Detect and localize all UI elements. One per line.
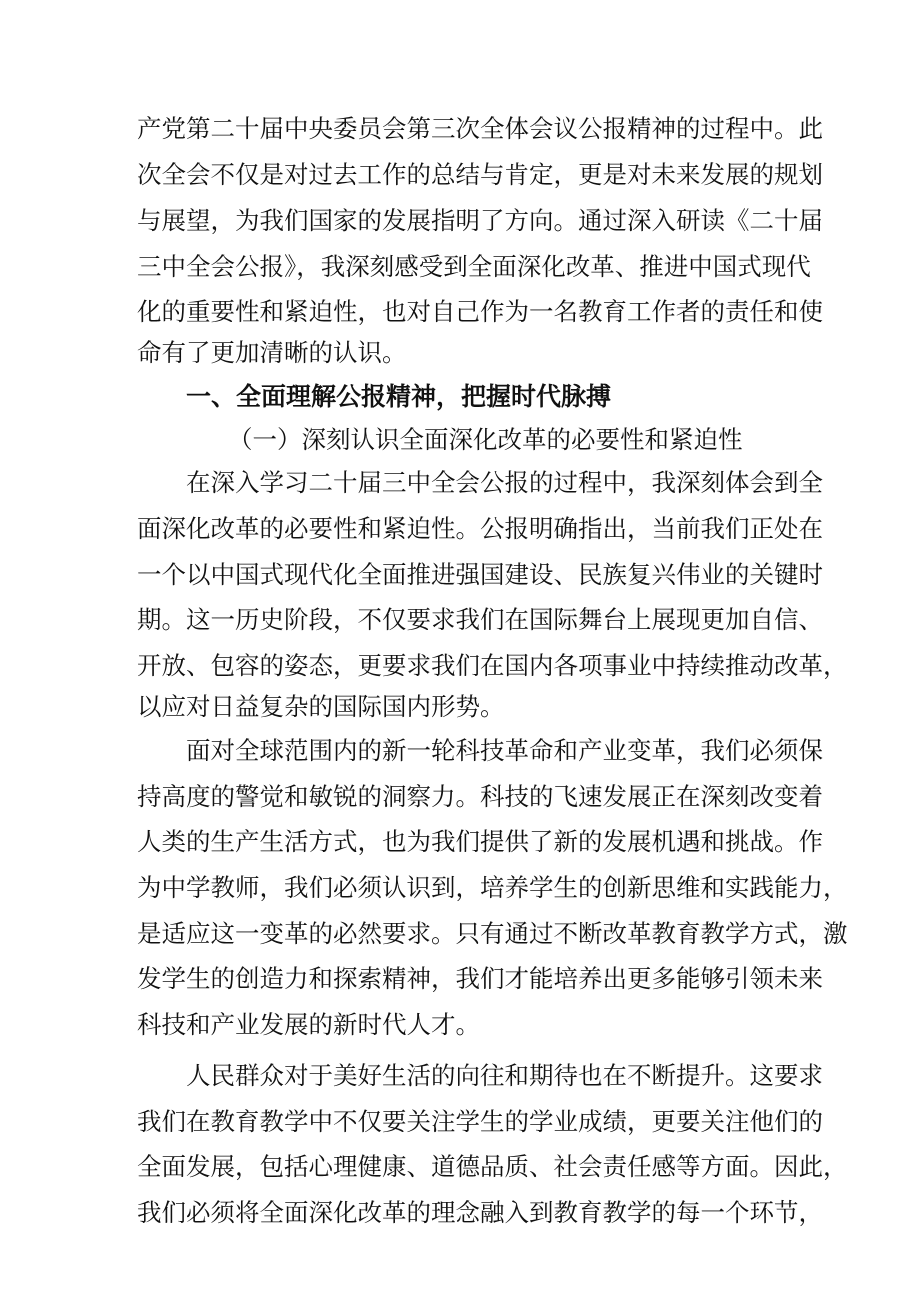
paragraph-line: 持高度的警觉和敏锐的洞察力。科技的飞速发展正在深刻改变着 <box>137 782 823 811</box>
paragraph-line: 全面发展，包括心理健康、道德品质、社会责任感等方面。因此， <box>137 1152 848 1181</box>
paragraph-line: 化的重要性和紧迫性，也对自己作为一名教育工作者的责任和使 <box>137 297 823 326</box>
subsection-heading: （一）深刻认识全面深化改革的必要性和紧迫性 <box>228 425 743 454</box>
paragraph-line: 期。这一历史阶段，不仅要求我们在国际舞台上展现更加自信、 <box>137 605 823 634</box>
section-heading: 一、全面理解公报精神，把握时代脉搏 <box>186 382 612 411</box>
paragraph-line: 开放、包容的姿态，更要求我们在国内各项事业中持续推动改革， <box>137 651 848 680</box>
paragraph-line: 人民群众对于美好生活的向往和期待也在不断提升。这要求 <box>186 1061 823 1090</box>
paragraph-line: 人类的生产生活方式，也为我们提供了新的发展机遇和挑战。作 <box>137 827 823 856</box>
paragraph-line: 三中全会公报》，我深刻感受到全面深化改革、推进中国式现代 <box>137 252 811 281</box>
paragraph-line: 是适应这一变革的必然要求。只有通过不断改革教育教学方式，激 <box>137 919 848 948</box>
paragraph-line: 命有了更加清晰的认识。 <box>137 338 407 367</box>
paragraph-line: 发学生的创造力和探索精神，我们才能培养出更多能够引领未来 <box>137 964 823 993</box>
paragraph-line: 一个以中国式现代化全面推进强国建设、民族复兴伟业的关键时 <box>137 560 823 589</box>
paragraph-line: 为中学教师，我们必须认识到，培养学生的创新思维和实践能力， <box>137 873 848 902</box>
paragraph-line: 次全会不仅是对过去工作的总结与肯定，更是对未来发展的规划 <box>137 160 823 189</box>
paragraph-line: 科技和产业发展的新时代人才。 <box>137 1010 480 1039</box>
paragraph-line: 与展望，为我们国家的发展指明了方向。通过深入研读《二十届 <box>137 206 823 235</box>
paragraph-line: 我们在教育教学中不仅要关注学生的学业成绩，更要关注他们的 <box>137 1107 823 1136</box>
paragraph-line: 在深入学习二十届三中全会公报的过程中，我深刻体会到全 <box>186 468 823 497</box>
paragraph-line: 产党第二十届中央委员会第三次全体会议公报精神的过程中。此 <box>137 114 823 143</box>
paragraph-line: 面深化改革的必要性和紧迫性。公报明确指出，当前我们正处在 <box>137 514 823 543</box>
paragraph-line: 面对全球范围内的新一轮科技革命和产业变革，我们必须保 <box>186 736 823 765</box>
paragraph-line: 我们必须将全面深化改革的理念融入到教育教学的每一个环节， <box>137 1198 823 1227</box>
paragraph-line: 以应对日益复杂的国际国内形势。 <box>137 692 505 721</box>
